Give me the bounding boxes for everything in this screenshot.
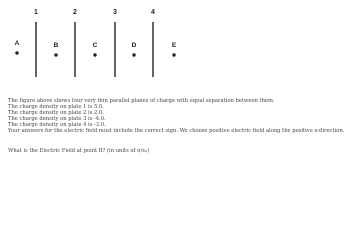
point-dot-d [132,53,135,56]
point-label-b: B [53,42,59,49]
charge-density-plate-4: The charge density on plate 4 is -3.0. [8,122,106,129]
charge-density-plate-2: The charge density on plate 2 is 2.0. [8,110,104,117]
point-dot-a [15,51,18,54]
point-label-a: A [14,40,20,47]
point-dot-b [54,53,57,56]
point-label-c: C [92,42,98,49]
plane-number-2: 2 [73,9,77,16]
point-label-d: D [131,42,137,49]
charge-density-plate-1: The charge density on plate 1 is 5.0. [8,104,104,111]
plane-number-1: 1 [34,9,38,16]
point-dot-c [93,53,96,56]
parallel-planes-figure [0,0,350,86]
sign-instructions: Your answers for the electric field must include the correct sign. We choose positive electric field along the positive x-direction. [8,128,345,135]
plane-number-3: 3 [113,9,117,16]
question-prompt: What is the Electric Field at point B? (in units of σ/ε₀) [8,148,150,154]
point-dot-e [172,53,175,56]
charge-density-plate-3: The charge density on plate 3 is -4.0. [8,116,106,123]
point-label-e: E [171,42,177,49]
problem-intro: The figure above shows four very thin parallel planes of charge with equal separation between them. [8,98,275,104]
plane-number-4: 4 [151,9,155,16]
problem-statement [8,98,348,135]
